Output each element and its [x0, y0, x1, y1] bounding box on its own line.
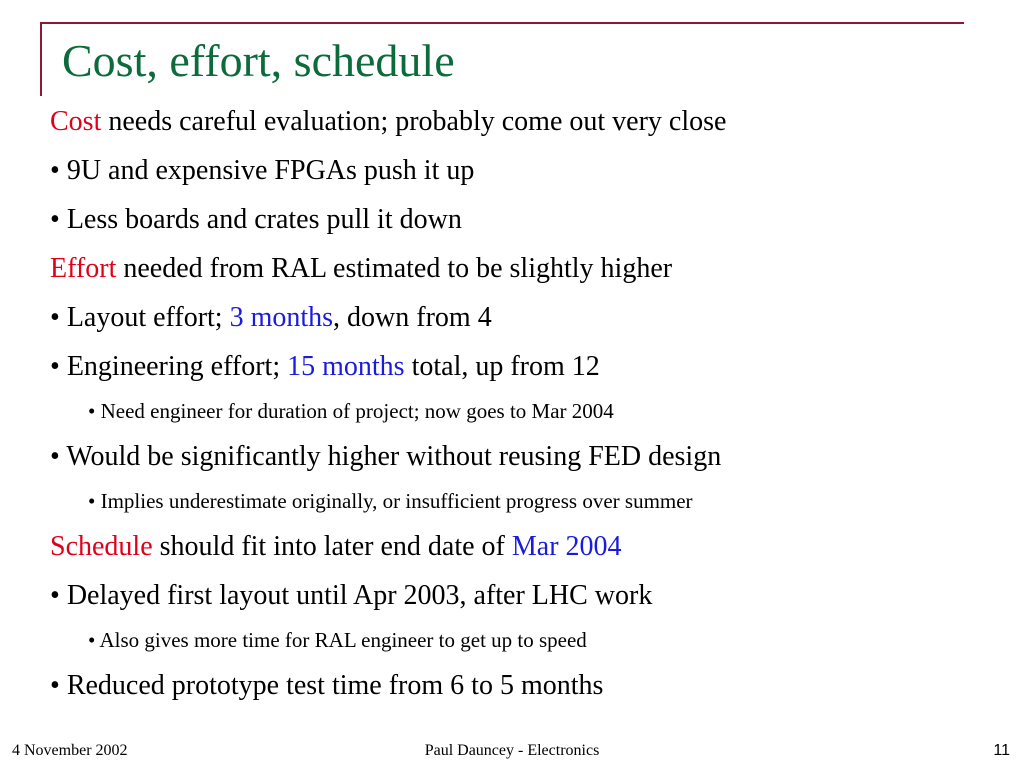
bullet-engineering-effort	[50, 353, 600, 381]
slide-title: Cost, effort, schedule	[62, 35, 455, 86]
bullet-icon: •	[50, 155, 60, 186]
schedule-keyword: Schedule	[50, 531, 153, 562]
effort-keyword: Effort	[50, 253, 117, 284]
bullet-text: Layout effort;	[66, 302, 223, 333]
bullet-icon: •	[88, 489, 96, 513]
effort-heading	[50, 255, 672, 283]
bullet-text: Need engineer for duration of project; now goes to Mar 2004	[100, 399, 614, 423]
cost-keyword: Cost	[50, 106, 102, 137]
cost-heading	[50, 108, 726, 136]
bullet-text: 9U and expensive FPGAs push it up	[66, 155, 475, 186]
footer-page-number: 11	[993, 742, 1010, 759]
bullet-icon: •	[88, 628, 96, 652]
bullet-icon: •	[50, 441, 60, 472]
sub-bullet-also-gives	[88, 630, 587, 651]
cost-text: needs careful evaluation; probably come out very close	[108, 106, 727, 137]
engineering-months: 15 months	[287, 351, 405, 382]
sub-bullet-need-engineer	[88, 401, 614, 422]
bullet-delayed-layout	[50, 582, 652, 610]
bullet-icon: •	[50, 204, 60, 235]
bullet-less-boards	[50, 206, 462, 234]
bullet-icon: •	[50, 302, 60, 333]
bullet-text: Delayed first layout until Apr 2003, after LHC work	[66, 580, 653, 611]
schedule-end-date: Mar 2004	[511, 531, 622, 562]
bullet-text: total, up from 12	[411, 351, 600, 382]
schedule-text: should fit into later end date of	[159, 531, 505, 562]
bullet-icon: •	[50, 580, 60, 611]
bullet-reduced-test-time	[50, 672, 603, 700]
bullet-icon: •	[88, 399, 96, 423]
bullet-would-be-higher	[50, 443, 721, 471]
frame-top-rule	[40, 22, 964, 24]
sub-bullet-implies	[88, 491, 693, 512]
layout-months: 3 months	[229, 302, 334, 333]
bullet-text: Implies underestimate originally, or insufficient progress over summer	[100, 489, 693, 513]
effort-text: needed from RAL estimated to be slightly higher	[123, 253, 673, 284]
bullet-text: , down from 4	[333, 302, 492, 333]
bullet-text: Also gives more time for RAL engineer to get up to speed	[99, 628, 587, 652]
frame-left-rule	[40, 22, 42, 96]
footer-date: 4 November 2002	[12, 742, 128, 759]
bullet-text: Would be significantly higher without reusing FED design	[66, 441, 722, 472]
bullet-icon: •	[50, 351, 60, 382]
bullet-text: Reduced prototype test time from 6 to 5 months	[66, 670, 604, 701]
bullet-icon: •	[50, 670, 60, 701]
schedule-heading	[50, 533, 622, 561]
bullet-layout-effort	[50, 304, 492, 332]
footer-author: Paul Dauncey - Electronics	[424, 742, 600, 759]
bullet-text: Engineering effort;	[66, 351, 281, 382]
bullet-text: Less boards and crates pull it down	[66, 204, 462, 235]
bullet-9u	[50, 157, 474, 185]
